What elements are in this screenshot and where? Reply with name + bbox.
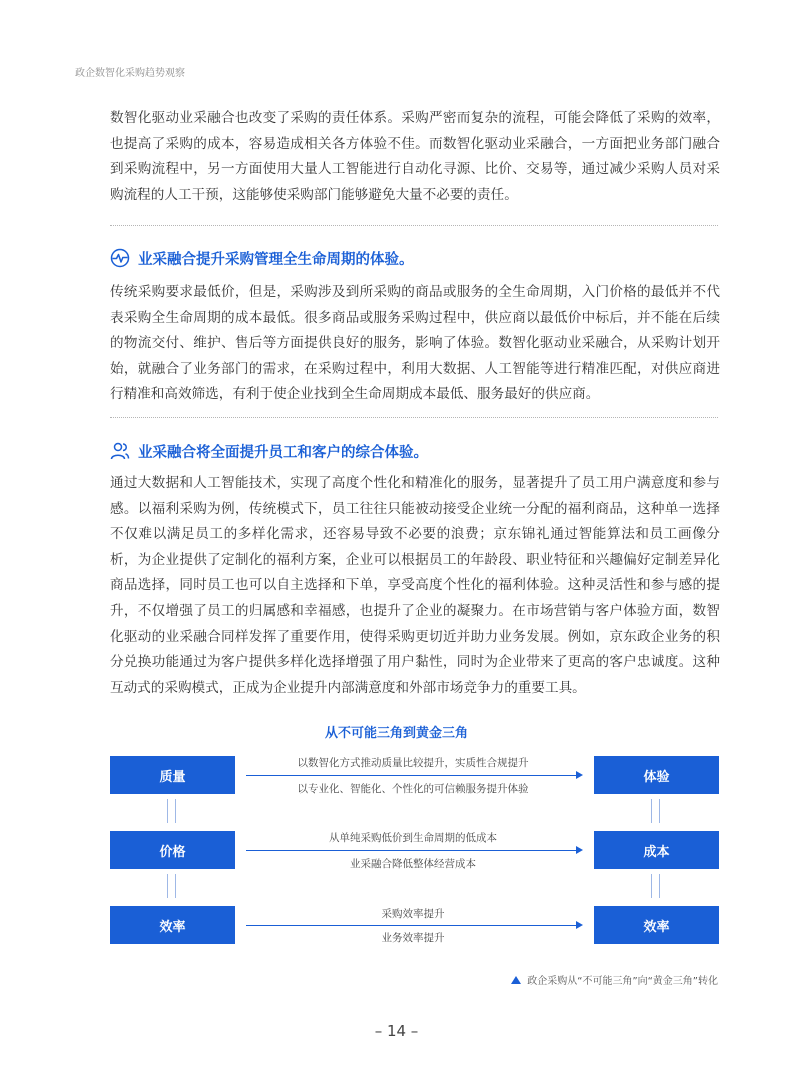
figure-title: 从不可能三角到黄金三角 <box>324 726 468 741</box>
running-header: 政企数智化采购趋势观察 <box>75 68 185 79</box>
connector-line <box>659 874 660 898</box>
paragraph-experience: 通过大数据和人工智能技术，实现了高度个性化和精准化的服务，显著提升了员工用户满意度和参与感。以福利采购为例，传统模式下，员工往往只能被动接受企业统一分配的福利商品，这种单一选择不仅难以满足员工的多样化需求，还容易导致不必要的浪费；京东锦礼通过智能算法和员工画像分析，为企业提供了定制化的福利方案，企业可以根据员工的年龄段、职业特征和兴趣偏好定制差异化商品选择，同时员工也可以自主选择和下单，享受高度个性化的福利体验。这种灵活性和参与感的提升，不仅增强了员工的归属感和幸福感，也提升了企业的凝聚力。在市场营销与客户体验方面，数智化驱动的业采融合同样发挥了重要作用，使得采购更切近并助力业务发展。例如，京东政企业务的积分兑换功能通过为客户提供多样化选择增强了用户黏性，同时为企业带来了更高的客户忠诚度。这种互动式的采购模式，正成为企业提升内部满意度和外部市场竞争力的重要工具。 <box>110 475 720 696</box>
arrow-line <box>246 850 576 851</box>
dotted-divider <box>110 417 718 418</box>
section-heading-lifecycle <box>110 246 414 270</box>
arrow-label-above: 采购效率提升 <box>381 908 445 920</box>
heartbeat-icon <box>110 248 130 268</box>
connector-line <box>167 874 168 898</box>
arrow-label-below: 业务效率提升 <box>381 932 445 944</box>
connector-line <box>167 799 168 823</box>
box-left-efficiency: 效率 <box>110 906 235 944</box>
box-left-price: 价格 <box>110 831 235 869</box>
arrow-head-icon <box>576 846 583 854</box>
figure-caption-text: 政企采购从“不可能三角”向“黄金三角”转化 <box>527 976 718 987</box>
triangle-icon <box>511 976 521 984</box>
arrow-line <box>246 925 576 926</box>
box-right-efficiency: 效率 <box>594 906 719 944</box>
section-heading-text: 业采融合提升采购管理全生命周期的体验。 <box>138 251 414 268</box>
figure-caption <box>511 972 718 987</box>
users-icon <box>110 441 130 461</box>
arrow-label-below: 业采融合降低整体经营成本 <box>350 858 476 870</box>
arrow-head-icon <box>576 921 583 929</box>
paragraph-responsibility: 数智化驱动业采融合也改变了采购的责任体系。采购严密而复杂的流程，可能会降低了采购的效率，也提高了采购的成本，容易造成相关各方体验不佳。而数智化驱动业采融合，一方面把业务部门融合到采购流程中，另一方面使用大量人工智能进行自动化寻源、比价、交易等，通过减少采购人员对采购流程的人工干预，这能够使采购部门能够避免大量不必要的责任。 <box>110 110 720 203</box>
connector-line <box>651 799 652 823</box>
arrow-line <box>246 775 576 776</box>
section-heading-experience <box>110 439 428 463</box>
page-number: – 14 – <box>374 1022 419 1040</box>
arrow-label-below: 以专业化、智能化、个性化的可信赖服务提升体验 <box>297 783 529 795</box>
paragraph-lifecycle: 传统采购要求最低价，但是，采购涉及到所采购的商品或服务的全生命周期，入门价格的最低并不代表采购全生命周期的成本最低。很多商品或服务采购过程中，供应商以最低价中标后，并不能在后续的物流交付、维护、售后等方面提供良好的服务，影响了体验。数智化驱动业采融合，从采购计划开始，就融合了业务部门的需求，在采购过程中，利用大数据、人工智能等进行精准匹配，对供应商进行精准和高效筛选，有利于使企业找到全生命周期成本最低、服务最好的供应商。 <box>110 284 720 403</box>
arrow-label-above: 从单纯采购低价到生命周期的低成本 <box>329 832 497 844</box>
arrow-head-icon <box>576 771 583 779</box>
box-left-quality: 质量 <box>110 756 235 794</box>
arrow-label-above: 以数智化方式推动质量比较提升，实质性合规提升 <box>297 757 529 769</box>
connector-line <box>175 799 176 823</box>
dotted-divider <box>110 225 718 226</box>
connector-line <box>175 874 176 898</box>
section-heading-text: 业采融合将全面提升员工和客户的综合体验。 <box>138 444 428 461</box>
connector-line <box>659 799 660 823</box>
box-right-experience: 体验 <box>594 756 719 794</box>
connector-line <box>651 874 652 898</box>
box-right-cost: 成本 <box>594 831 719 869</box>
